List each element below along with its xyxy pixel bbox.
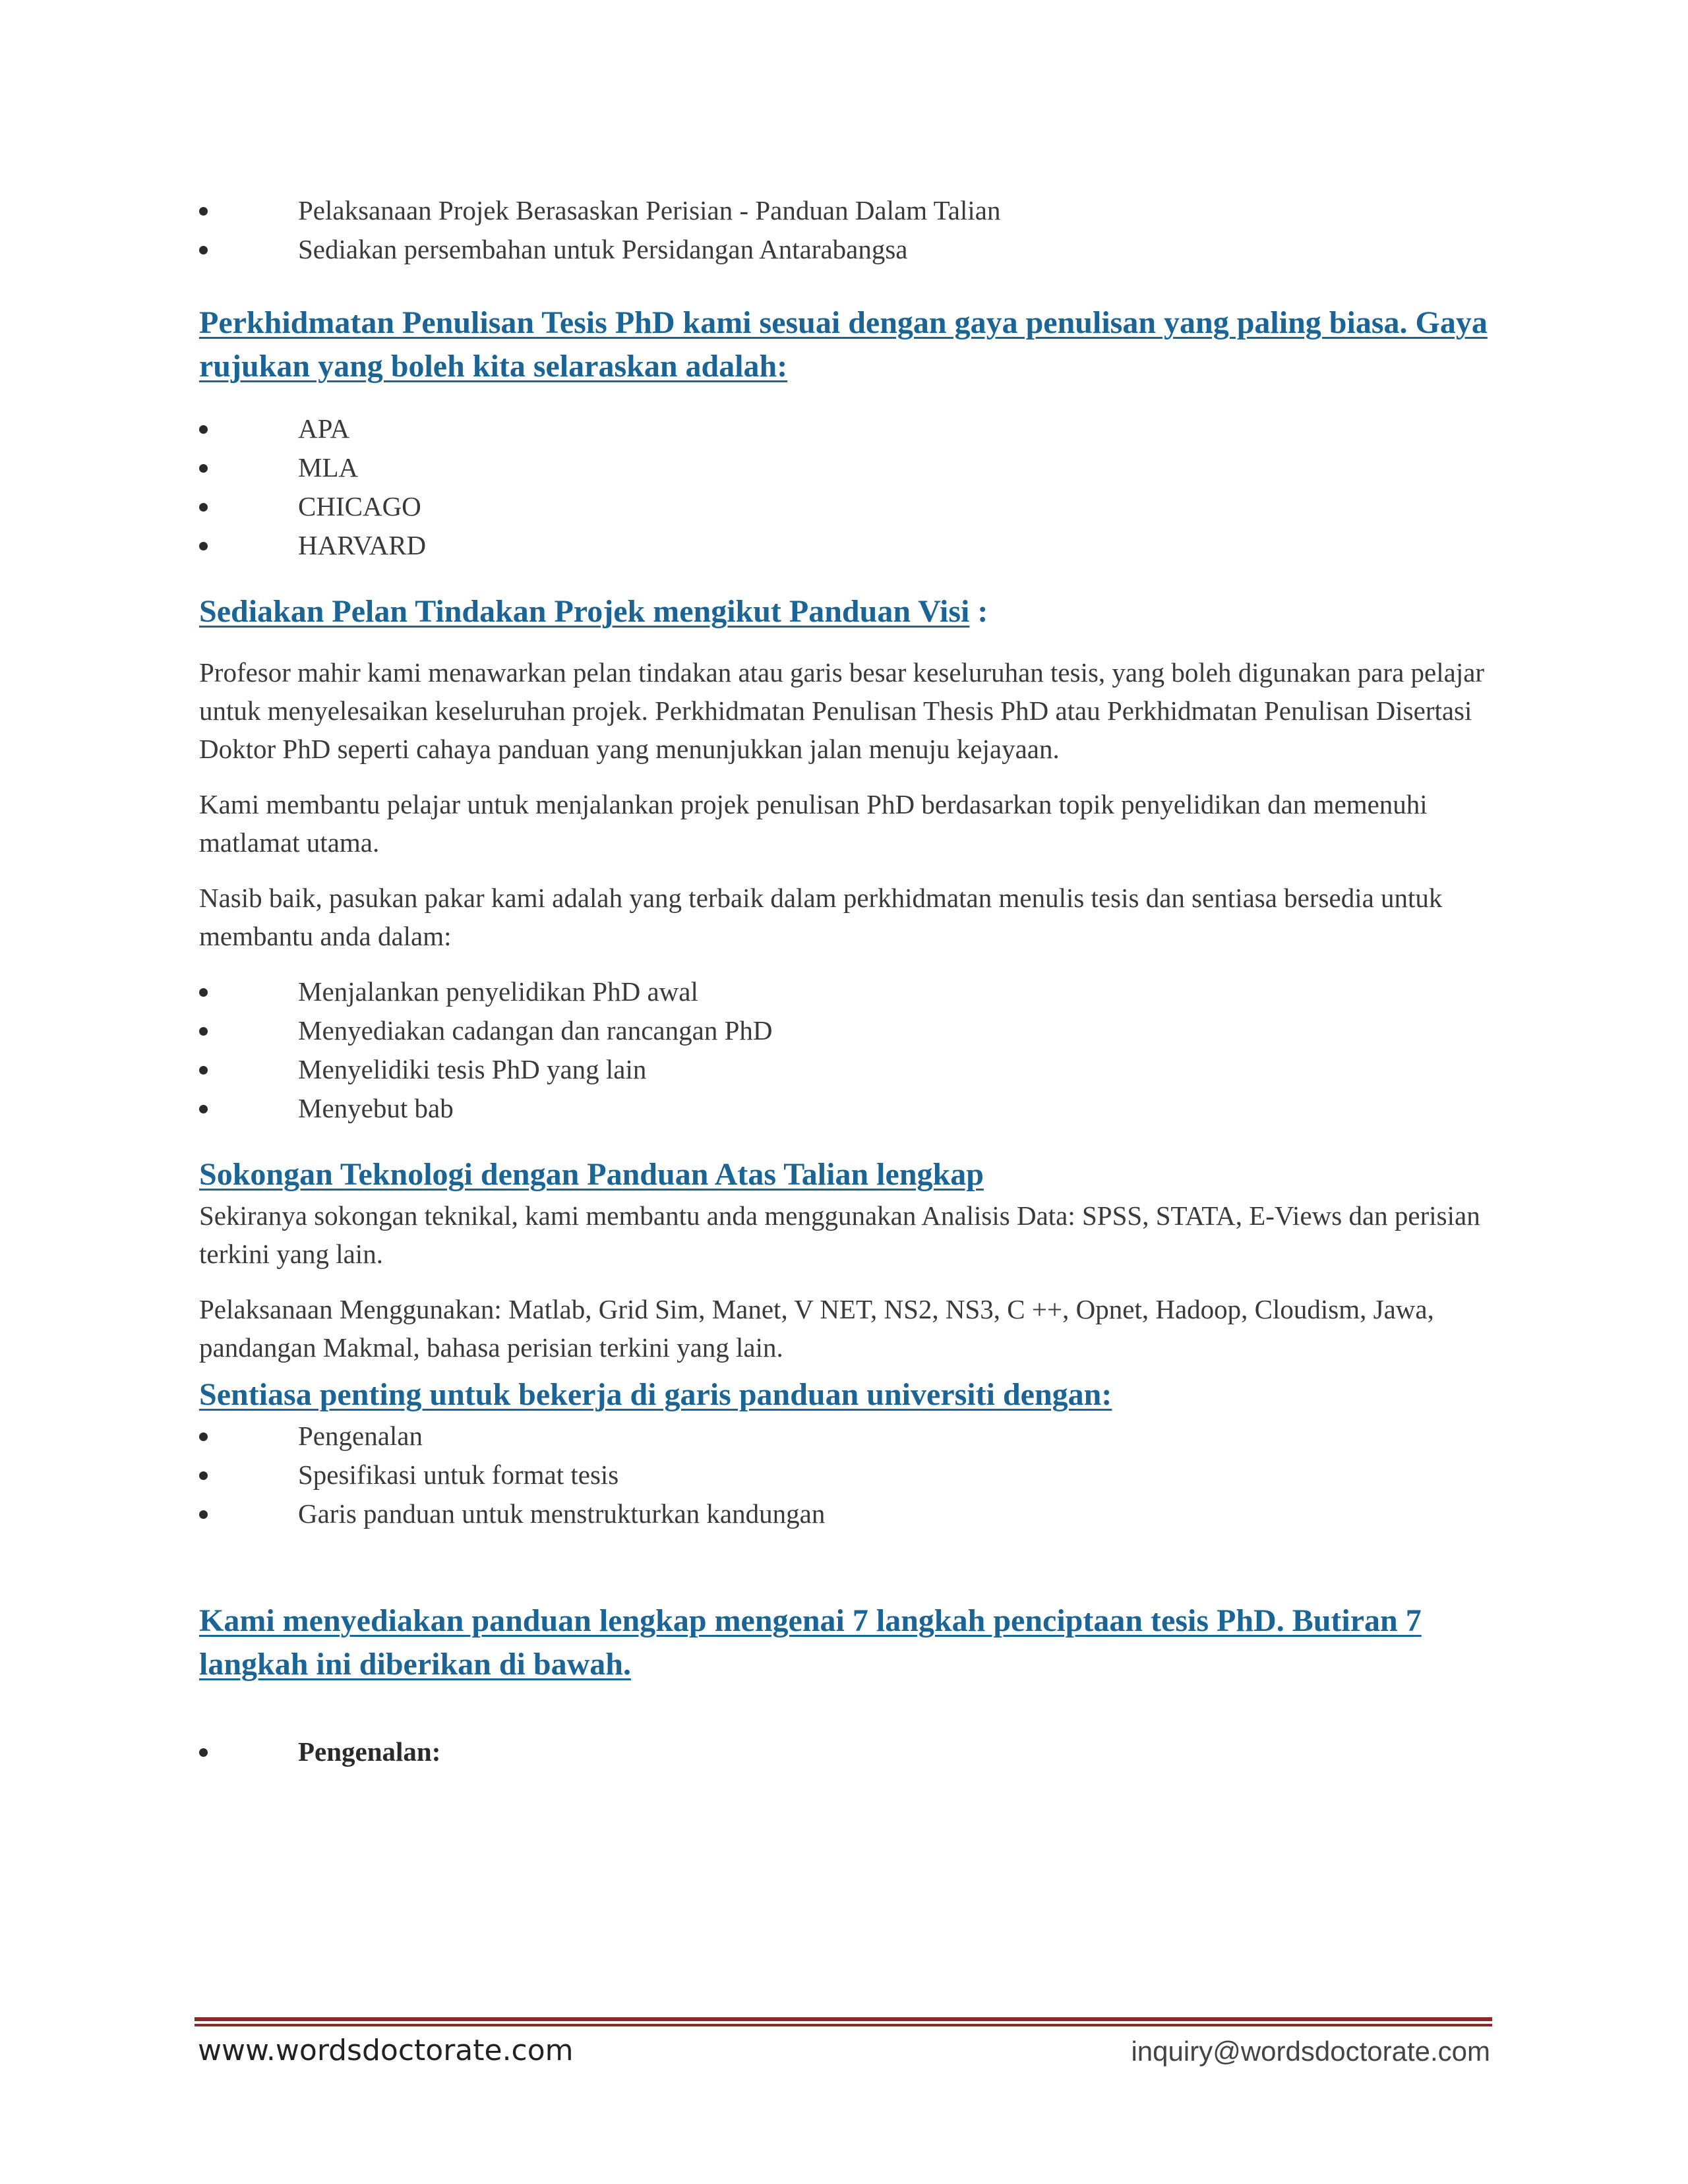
footer-rule [195, 2017, 1492, 2026]
heading-link[interactable]: Perkhidmatan Penulisan Tesis PhD kami sesuai dengan gaya penulisan yang paling biasa. Gaya rujukan yang boleh kita selaraskan adalah: [199, 305, 1488, 384]
paragraph: Nasib baik, pasukan pakar kami adalah yang terbaik dalam perkhidmatan menulis tesis dan sentiasa bersedia untuk membantu anda dalam: [199, 883, 1443, 951]
list-item-text: Menyediakan cadangan dan rancangan PhD [298, 1015, 773, 1046]
footer-email-link[interactable]: inquiry@wordsdoctorate.com [1131, 2036, 1490, 2067]
paragraph: Sekiranya sokongan teknikal, kami membantu anda menggunakan Analisis Data: SPSS, STATA, E-Views dan perisian terkini yang lain. [199, 1200, 1480, 1269]
list-item [199, 1456, 1492, 1494]
heading-link[interactable]: Sentiasa penting untuk bekerja di garis panduan universiti dengan: [199, 1377, 1112, 1412]
citation-styles-list [199, 409, 1492, 565]
heading-link[interactable]: Kami menyediakan panduan lengkap mengenai 7 langkah penciptaan tesis PhD. Butiran 7 langkah ini diberikan di bawah. [199, 1603, 1422, 1682]
section-heading-citation-styles[interactable] [199, 301, 1492, 388]
list-item-text: Pengenalan: [298, 1736, 441, 1767]
heading-link[interactable]: Sokongan Teknologi dengan Panduan Atas Talian lengkap [199, 1157, 984, 1192]
list-item [199, 1050, 1492, 1089]
list-item [199, 409, 1492, 448]
steps-list [199, 1732, 1492, 1771]
list-item [199, 972, 1492, 1011]
page-content [199, 191, 1492, 1771]
list-item [199, 448, 1492, 487]
services-list [199, 191, 1492, 269]
list-item-text: Menyebut bab [298, 1093, 454, 1123]
list-item-text: CHICAGO [298, 491, 421, 521]
section-heading-action-plan[interactable] [199, 590, 1492, 634]
help-list [199, 972, 1492, 1128]
list-item-text: HARVARD [298, 530, 427, 560]
list-item [199, 526, 1492, 565]
bullet-icon [199, 542, 208, 550]
bullet-icon [199, 207, 208, 216]
bullet-icon [199, 464, 208, 473]
list-item [199, 1089, 1492, 1128]
list-item [199, 1011, 1492, 1050]
list-item [199, 1732, 1492, 1771]
list-item-text: Garis panduan untuk menstrukturkan kandungan [298, 1498, 826, 1529]
footer-website-link[interactable]: www.wordsdoctorate.com [198, 2034, 574, 2067]
heading-suffix: : [969, 594, 988, 629]
list-item [199, 1494, 1492, 1533]
bullet-icon [199, 246, 208, 254]
list-item-text: Pelaksanaan Projek Berasaskan Perisian - Panduan Dalam Talian [298, 195, 1001, 225]
list-item [199, 191, 1492, 230]
bullet-icon [199, 425, 208, 434]
paragraph: Pelaksanaan Menggunakan: Matlab, Grid Sim, Manet, V NET, NS2, NS3, C ++, Opnet, Hadoop, Cloudism, Jawa, pandangan Makmal, bahasa perisian terkini yang lain. [199, 1294, 1434, 1363]
section-heading-seven-steps[interactable] [199, 1599, 1492, 1686]
heading-link[interactable]: Sediakan Pelan Tindakan Projek mengikut Panduan Visi [199, 594, 970, 629]
section-heading-tech-support[interactable] [199, 1153, 1492, 1196]
list-item [199, 1417, 1492, 1456]
list-item [199, 487, 1492, 526]
list-item-text: Pengenalan [298, 1421, 423, 1451]
bullet-icon [199, 1510, 208, 1519]
bullet-icon [199, 1105, 208, 1113]
paragraph: Profesor mahir kami menawarkan pelan tindakan atau garis besar keseluruhan tesis, yang boleh digunakan para pelajar untuk menyelesaikan keseluruhan projek. Perkhidmatan Penulisan Thesis PhD atau Perkhidmatan Penulisan Disertasi Doktor PhD seperti cahaya panduan yang menunjukkan jalan menuju kejayaan. [199, 657, 1485, 764]
list-item-text: MLA [298, 452, 359, 483]
list-item-text: Menjalankan penyelidikan PhD awal [298, 976, 698, 1007]
guidelines-list [199, 1417, 1492, 1533]
bullet-icon [199, 988, 208, 997]
list-item-text: Sediakan persembahan untuk Persidangan Antarabangsa [298, 234, 908, 264]
list-item-text: APA [298, 413, 350, 444]
bullet-icon [199, 1432, 208, 1441]
bullet-icon [199, 1471, 208, 1480]
list-item-text: Spesifikasi untuk format tesis [298, 1460, 619, 1490]
bullet-icon [199, 1066, 208, 1075]
section-heading-university-guidelines[interactable] [199, 1373, 1492, 1417]
paragraph: Kami membantu pelajar untuk menjalankan projek penulisan PhD berdasarkan topik penyelidikan dan memenuhi matlamat utama. [199, 789, 1428, 858]
bullet-icon [199, 1748, 208, 1757]
bullet-icon [199, 503, 208, 512]
list-item-text: Menyelidiki tesis PhD yang lain [298, 1054, 647, 1084]
bullet-icon [199, 1027, 208, 1036]
list-item [199, 230, 1492, 269]
